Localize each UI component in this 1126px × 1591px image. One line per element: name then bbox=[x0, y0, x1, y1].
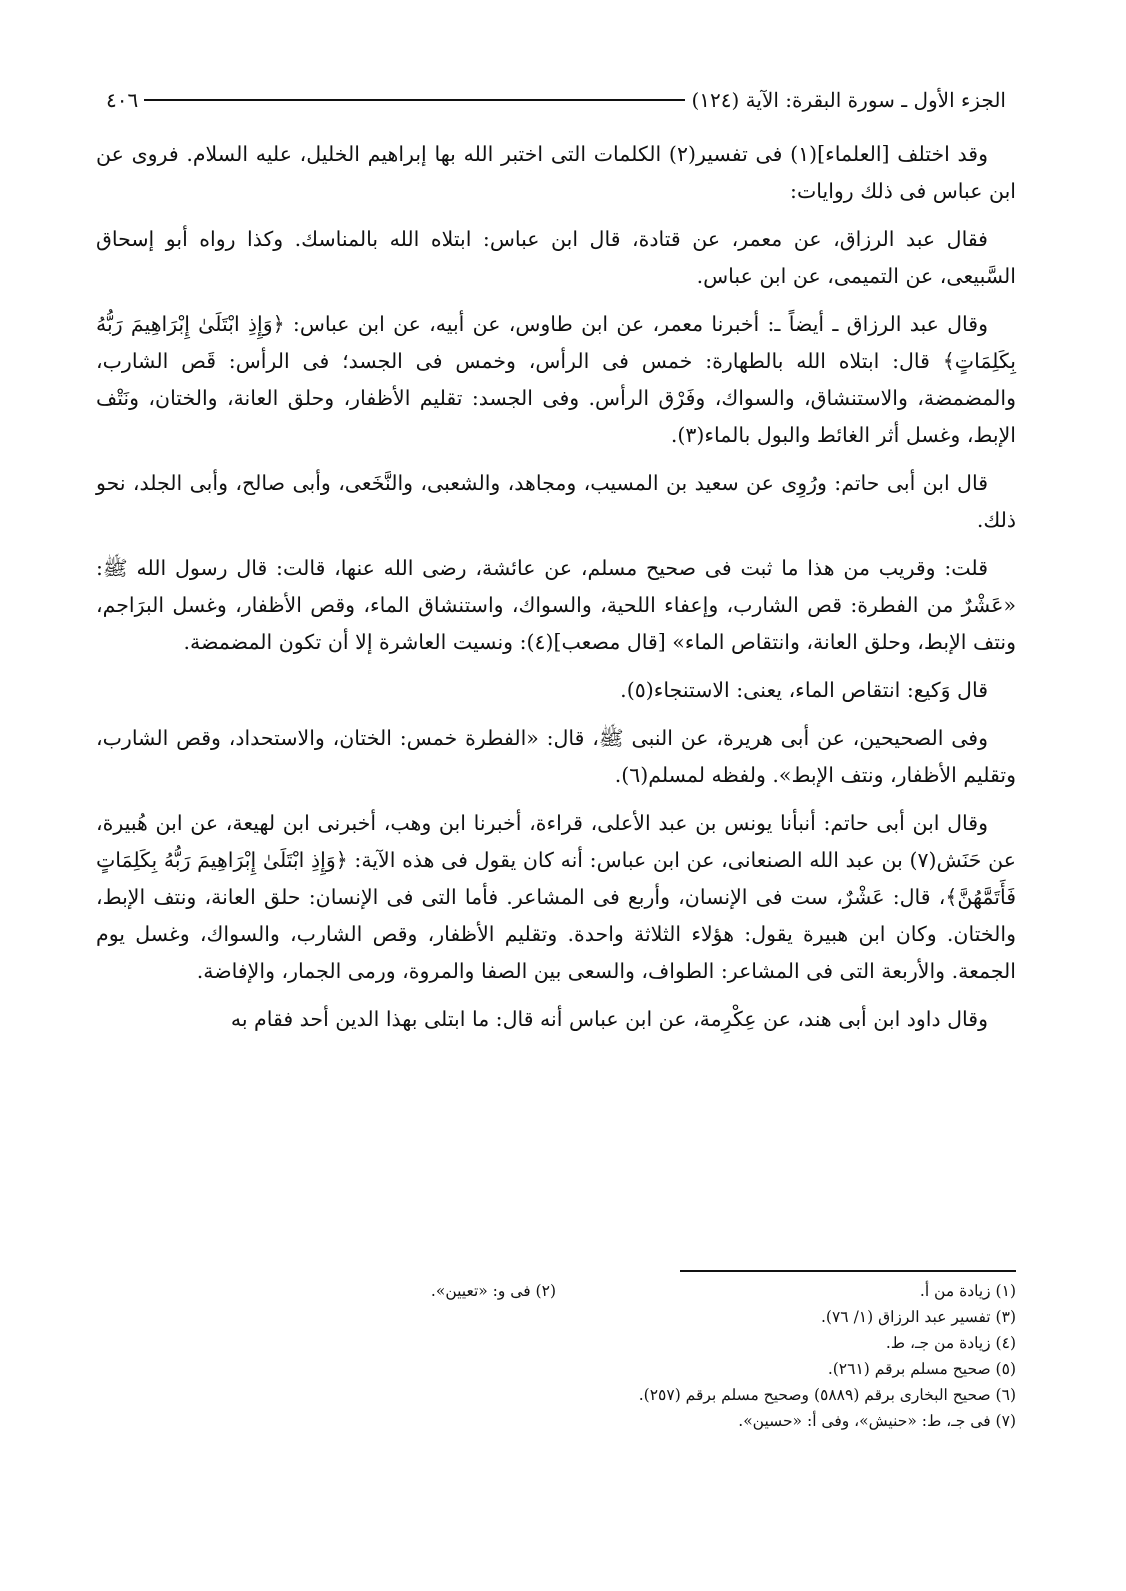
footnotes bbox=[96, 1270, 1016, 1434]
footnote: (٦) صحيح البخارى برقم (٥٨٨٩) وصحيح مسلم برقم (٢٥٧). bbox=[638, 1386, 1016, 1404]
paragraph: وقد اختلف [العلماء](١) فى تفسير(٢) الكلمات التى اختبر الله بها إبراهيم الخليل، عليه السلام. فروى عن ابن عباس فى ذلك روايات: bbox=[96, 142, 1016, 203]
footnote: (٤) زيادة من جـ، ط. bbox=[885, 1334, 1016, 1352]
header-rule bbox=[144, 99, 685, 101]
paragraph: وفى الصحيحين، عن أبى هريرة، عن النبى ﷺ، قال: «الفطرة خمس: الختان، والاستحداد، وقص الشارب، وتقليم الأظفار، ونتف الإبط». ولفظه لمسلم(٦). bbox=[96, 726, 1016, 787]
footnote-rule bbox=[680, 1270, 1016, 1272]
body-text bbox=[96, 136, 1016, 1049]
paragraph: وقال ابن أبى حاتم: أنبأنا يونس بن عبد الأعلى، قراءة، أخبرنا ابن وهب، أخبرنى ابن لهيعة، عن ابن هُبيرة، عن حَنَش(٧) بن عبد الله الصنعانى، عن ابن عباس: أنه كان يقول فى هذه الآية: ﴿وَإِذِ ابْتَلَىٰ إِبْرَاهِيمَ رَبُّهُ بِكَلِمَاتٍ فَأَتَمَّهُنَّ﴾، قال: عَشْرٌ، ست فى الإنسان، وأربع فى المشاعر. فأما التى فى الإنسان: حلق العانة، ونتف الإبط، والختان. وكان ابن هبيرة يقول: هؤلاء الثلاثة واحدة. وتقليم الأظفار، وقص الشارب، والسواك، وغسل يوم الجمعة. والأربعة التى فى المشاعر: الطواف، والسعى بين الصفا والمروة، ورمى الجمار، والإفاضة. bbox=[96, 811, 1016, 983]
paragraph: قال وَكيع: انتقاص الماء، يعنى: الاستنجاء(٥). bbox=[620, 678, 988, 702]
paragraph: وقال عبد الرزاق ـ أيضاً ـ: أخبرنا معمر، عن ابن طاوس، عن أبيه، عن ابن عباس: ﴿وَإِذِ ابْتَلَىٰ إِبْرَاهِيمَ رَبُّهُ بِكَلِمَاتٍ﴾ قال: ابتلاه الله بالطهارة: خمس فى الرأس، وخمس فى الجسد؛ فى الرأس: قَص الشارب، والمضمضة، والاستنشاق، والسواك، وفَرْق الرأس. وفى الجسد: تقليم الأظفار، وحلق العانة، والختان، ونَتْف الإبط، وغسل أثر الغائط والبول بالماء(٣). bbox=[96, 312, 1016, 447]
paragraph: قلت: وقريب من هذا ما ثبت فى صحيح مسلم، عن عائشة، رضى الله عنها، قالت: قال رسول الله ﷺ: «عَشْرٌ من الفطرة: قص الشارب، وإعفاء اللحية، والسواك، واستنشاق الماء، وقص الأظفار، وغسل البرَاجم، ونتف الإبط، وحلق العانة، وانتقاص الماء» [قال مصعب](٤): ونسيت العاشرة إلا أن تكون المضمضة. bbox=[96, 556, 1016, 654]
footnote: (٢) فى و: «تعيين». bbox=[430, 1282, 556, 1300]
footnote: (٣) تفسير عبد الرزاق (١/ ٧٦). bbox=[821, 1308, 1016, 1326]
page-header bbox=[96, 82, 1016, 118]
book-page bbox=[96, 0, 1016, 1591]
running-title: الجزء الأول ـ سورة البقرة: الآية (١٢٤) bbox=[691, 88, 1006, 112]
paragraph: قال ابن أبى حاتم: ورُوِى عن سعيد بن المسيب، ومجاهد، والشعبى، والنَّخَعى، وأبى صالح، وأبى الجلد، نحو ذلك. bbox=[96, 471, 1016, 532]
footnote: (١) زيادة من أ. bbox=[919, 1282, 1016, 1300]
paragraph: فقال عبد الرزاق، عن معمر، عن قتادة، قال ابن عباس: ابتلاه الله بالمناسك. وكذا رواه أبو إسحاق السَّبيعى، عن التميمى، عن ابن عباس. bbox=[96, 227, 1016, 288]
page-number: ٤٠٦ bbox=[106, 88, 139, 112]
paragraph: وقال داود ابن أبى هند، عن عِكْرِمة، عن ابن عباس أنه قال: ما ابتلى بهذا الدين أحد فقام به bbox=[230, 1007, 988, 1031]
footnote: (٥) صحيح مسلم برقم (٢٦١). bbox=[827, 1360, 1016, 1378]
footnote: (٧) فى جـ، ط: «حنيش»، وفى أ: «حسين». bbox=[738, 1412, 1016, 1430]
footnote-row bbox=[96, 1278, 1016, 1304]
